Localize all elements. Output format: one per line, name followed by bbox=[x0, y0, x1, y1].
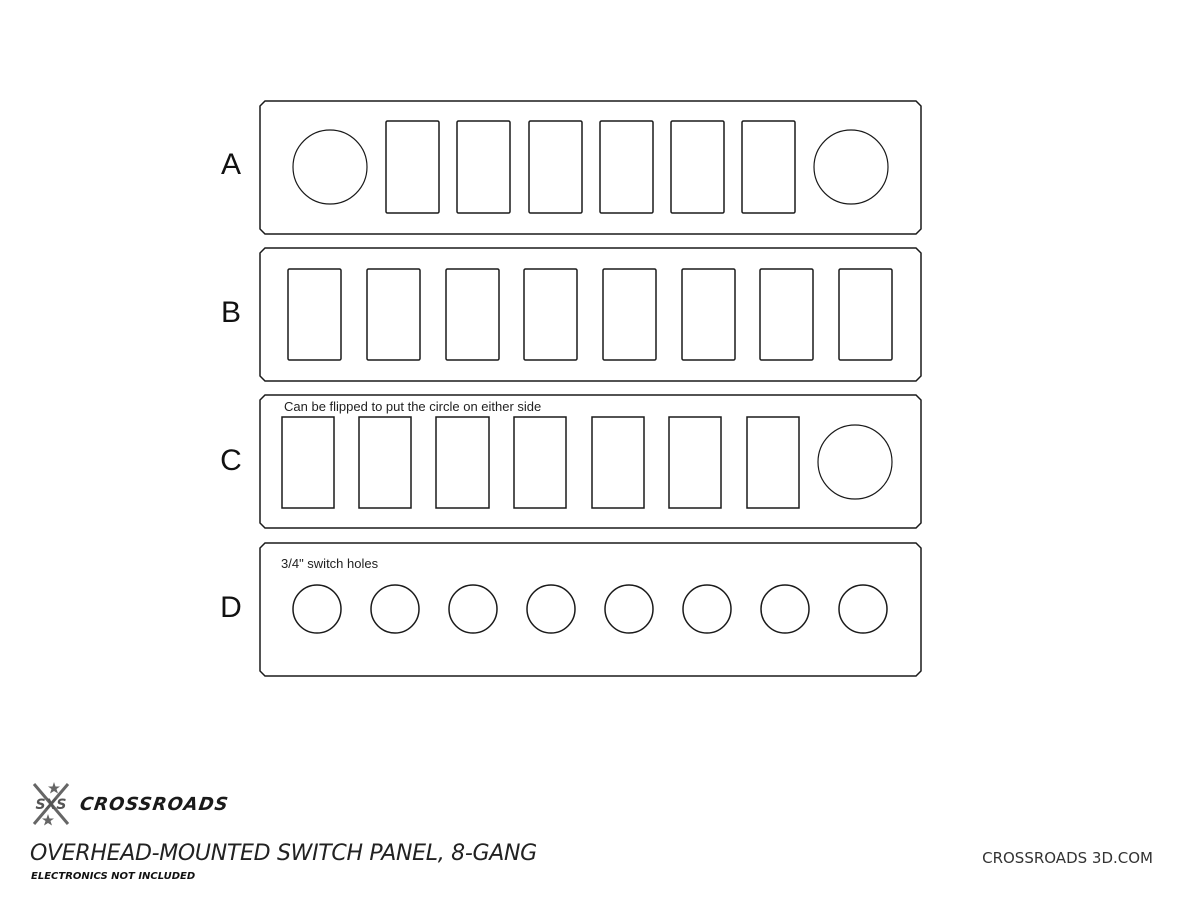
panel-a-rocker-6 bbox=[742, 121, 795, 213]
panel-c-rocker-4 bbox=[514, 417, 566, 508]
panel-b bbox=[260, 248, 921, 381]
panel-d-hole-5 bbox=[605, 585, 653, 633]
panel-b-rocker-7 bbox=[760, 269, 813, 360]
panel-b-rocker-2 bbox=[367, 269, 420, 360]
website-text: CROSSROADS 3D.COM bbox=[982, 849, 1153, 867]
panel-d-hole-4 bbox=[527, 585, 575, 633]
product-title: OVERHEAD-MOUNTED SWITCH PANEL, 8-GANG bbox=[30, 841, 537, 866]
panel-a-rocker-5 bbox=[671, 121, 724, 213]
panel-c-circle bbox=[818, 425, 892, 499]
panel-b-outline bbox=[260, 248, 921, 381]
brand-name: CROSSROADS bbox=[78, 793, 231, 815]
panel-c-rocker-1 bbox=[282, 417, 334, 508]
panel-d-hole-3 bbox=[449, 585, 497, 633]
panel-d-hole-6 bbox=[683, 585, 731, 633]
panel-a-rocker-4 bbox=[600, 121, 653, 213]
panel-a bbox=[260, 101, 921, 234]
panel-c-rocker-6 bbox=[669, 417, 721, 508]
panel-b-label: B bbox=[220, 296, 241, 329]
panel-c-rocker-2 bbox=[359, 417, 411, 508]
panel-a-circle-right bbox=[814, 130, 888, 204]
panel-b-rocker-3 bbox=[446, 269, 499, 360]
panel-b-rocker-1 bbox=[288, 269, 341, 360]
panel-c-rocker-5 bbox=[592, 417, 644, 508]
panel-b-rocker-4 bbox=[524, 269, 577, 360]
panel-d-hole-2 bbox=[371, 585, 419, 633]
panel-c-rocker-7 bbox=[747, 417, 799, 508]
panel-a-circle-left bbox=[293, 130, 367, 204]
panel-d-hole-8 bbox=[839, 585, 887, 633]
panel-b-rocker-8 bbox=[839, 269, 892, 360]
panel-a-rocker-1 bbox=[386, 121, 439, 213]
panel-a-outline bbox=[260, 101, 921, 234]
panel-c-note: Can be flipped to put the circle on either side bbox=[284, 399, 542, 414]
panel-c-rocker-3 bbox=[436, 417, 489, 508]
crossroads-logo bbox=[28, 782, 229, 826]
panel-d-hole-1 bbox=[293, 585, 341, 633]
panel-d-hole-7 bbox=[761, 585, 809, 633]
panel-a-rocker-3 bbox=[529, 121, 582, 213]
panel-b-rocker-5 bbox=[603, 269, 656, 360]
panel-a-label: A bbox=[220, 148, 241, 181]
panel-d-note: 3/4" switch holes bbox=[281, 556, 379, 571]
sxs-star-logo-icon bbox=[28, 782, 74, 826]
panel-a-rocker-2 bbox=[457, 121, 510, 213]
panel-c bbox=[260, 395, 921, 528]
panel-c-label: C bbox=[220, 444, 242, 477]
product-subtitle: ELECTRONICS NOT INCLUDED bbox=[31, 871, 196, 882]
svg-text:SXS: SXS bbox=[35, 797, 67, 813]
panel-d-label: D bbox=[220, 591, 242, 624]
panel-b-rocker-6 bbox=[682, 269, 735, 360]
